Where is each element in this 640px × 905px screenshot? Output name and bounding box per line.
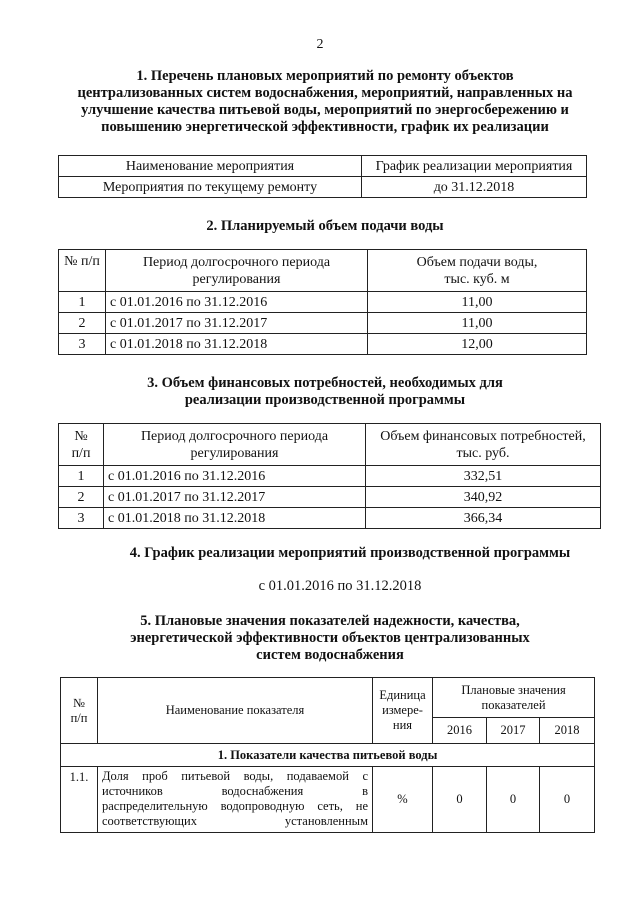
row-indicator-line: Доля проб питьевой воды, подаваемой с <box>102 769 368 783</box>
section5-title <box>60 613 600 664</box>
section3-title-line: 3. Объем финансовых потребностей, необходимых для <box>147 375 503 391</box>
row-num: 1 <box>59 466 104 487</box>
row-period: с 01.01.2017 по 31.12.2017 <box>104 487 366 508</box>
water-supply-table <box>58 249 587 355</box>
table-row <box>59 334 587 355</box>
row-num: 3 <box>59 334 106 355</box>
header-num-line: № <box>73 695 85 710</box>
row-num: 1 <box>59 292 106 313</box>
section1-title-line: 1. Перечень плановых мероприятий по ремонту объектов <box>136 68 514 84</box>
section4-period: с 01.01.2016 по 31.12.2018 <box>258 578 422 594</box>
header-planned-values <box>433 678 595 718</box>
section3-title-line: реализации производственной программы <box>184 392 466 408</box>
table-row <box>59 466 601 487</box>
row-period: с 01.01.2016 по 31.12.2016 <box>104 466 366 487</box>
header-financial-line: Объем финансовых потребностей, <box>380 428 586 444</box>
row-unit: % <box>373 767 433 833</box>
header-num <box>59 424 104 466</box>
section3-title <box>60 375 590 409</box>
row-value: 340,92 <box>366 487 601 508</box>
activity-name: Мероприятия по текущему ремонту <box>59 177 362 198</box>
row-num: 1.1. <box>61 767 98 833</box>
header-year: 2016 <box>433 718 487 744</box>
activities-header-schedule: График реализации мероприятия <box>362 156 587 177</box>
header-num: № п/п <box>59 250 106 292</box>
header-planned-line: Плановые значения <box>461 682 566 697</box>
header-period-line: Период долгосрочного периода <box>142 254 331 270</box>
page-number: 2 <box>316 37 324 52</box>
activities-header-name: Наименование мероприятия <box>59 156 362 177</box>
section1-title <box>60 68 590 136</box>
header-volume <box>368 250 587 292</box>
row-period: с 01.01.2018 по 31.12.2018 <box>104 508 366 529</box>
header-unit-line: измере- <box>382 703 423 717</box>
group-title-row: 1. Показатели качества питьевой воды <box>61 744 595 767</box>
header-financial-line: тыс. руб. <box>456 445 510 461</box>
row-indicator-line: распределительную водопроводную сеть, не <box>102 799 368 813</box>
row-period: с 01.01.2017 по 31.12.2017 <box>106 313 368 334</box>
header-num-line: п/п <box>70 710 88 725</box>
header-volume-line: тыс. куб. м <box>444 271 510 287</box>
header-period-line: Период долгосрочного периода <box>140 428 329 444</box>
section5-title-line: энергетической эффективности объектов централизованных <box>130 630 530 646</box>
header-num <box>61 678 98 744</box>
table-row <box>61 767 595 833</box>
header-unit <box>373 678 433 744</box>
row-num: 2 <box>59 313 106 334</box>
section1-title-line: улучшение качества питьевой воды, мероприятий по энергосбережению и <box>81 102 569 118</box>
row-num: 3 <box>59 508 104 529</box>
activity-schedule: до 31.12.2018 <box>362 177 587 198</box>
row-indicator-line: соответствующих установленным <box>102 814 368 828</box>
header-period-line: регулирования <box>192 271 281 287</box>
header-unit-line: Единица <box>379 688 426 702</box>
row-value: 11,00 <box>368 292 587 313</box>
header-num-line: № <box>74 428 88 444</box>
section5-title-line: систем водоснабжения <box>256 647 404 663</box>
section1-title-line: повышению энергетической эффективности, график их реализации <box>101 119 549 135</box>
row-period: с 01.01.2016 по 31.12.2016 <box>106 292 368 313</box>
header-indicator-name: Наименование показателя <box>98 678 373 744</box>
header-financial <box>366 424 601 466</box>
activities-table <box>58 155 587 198</box>
row-value-2018: 0 <box>540 767 595 833</box>
indicators-table <box>60 677 595 833</box>
row-value: 11,00 <box>368 313 587 334</box>
table-row <box>59 313 587 334</box>
table-row <box>59 487 601 508</box>
row-value: 12,00 <box>368 334 587 355</box>
table-row <box>59 508 601 529</box>
header-num-line: п/п <box>71 445 91 461</box>
row-indicator-line: источников водоснабжения в <box>102 784 368 798</box>
header-year: 2017 <box>487 718 540 744</box>
row-num: 2 <box>59 487 104 508</box>
row-value-2017: 0 <box>487 767 540 833</box>
section4-title: 4. График реализации мероприятий производственной программы <box>129 545 571 561</box>
financial-needs-table <box>58 423 601 529</box>
section5-title-line: 5. Плановые значения показателей надежности, качества, <box>140 613 520 629</box>
section2-title: 2. Планируемый объем подачи воды <box>206 218 444 234</box>
header-planned-line: показателей <box>481 697 546 712</box>
section1-title-line: централизованных систем водоснабжения, мероприятий, направленных на <box>77 85 573 101</box>
header-period <box>104 424 366 466</box>
row-value: 332,51 <box>366 466 601 487</box>
header-volume-line: Объем подачи воды, <box>416 254 538 270</box>
row-value: 366,34 <box>366 508 601 529</box>
row-indicator-name <box>98 767 373 833</box>
row-period: с 01.01.2018 по 31.12.2018 <box>106 334 368 355</box>
header-period <box>106 250 368 292</box>
header-period-line: регулирования <box>190 445 279 461</box>
table-row <box>59 177 587 198</box>
row-value-2016: 0 <box>433 767 487 833</box>
header-unit-line: ния <box>392 718 413 732</box>
table-row <box>59 292 587 313</box>
header-year: 2018 <box>540 718 595 744</box>
